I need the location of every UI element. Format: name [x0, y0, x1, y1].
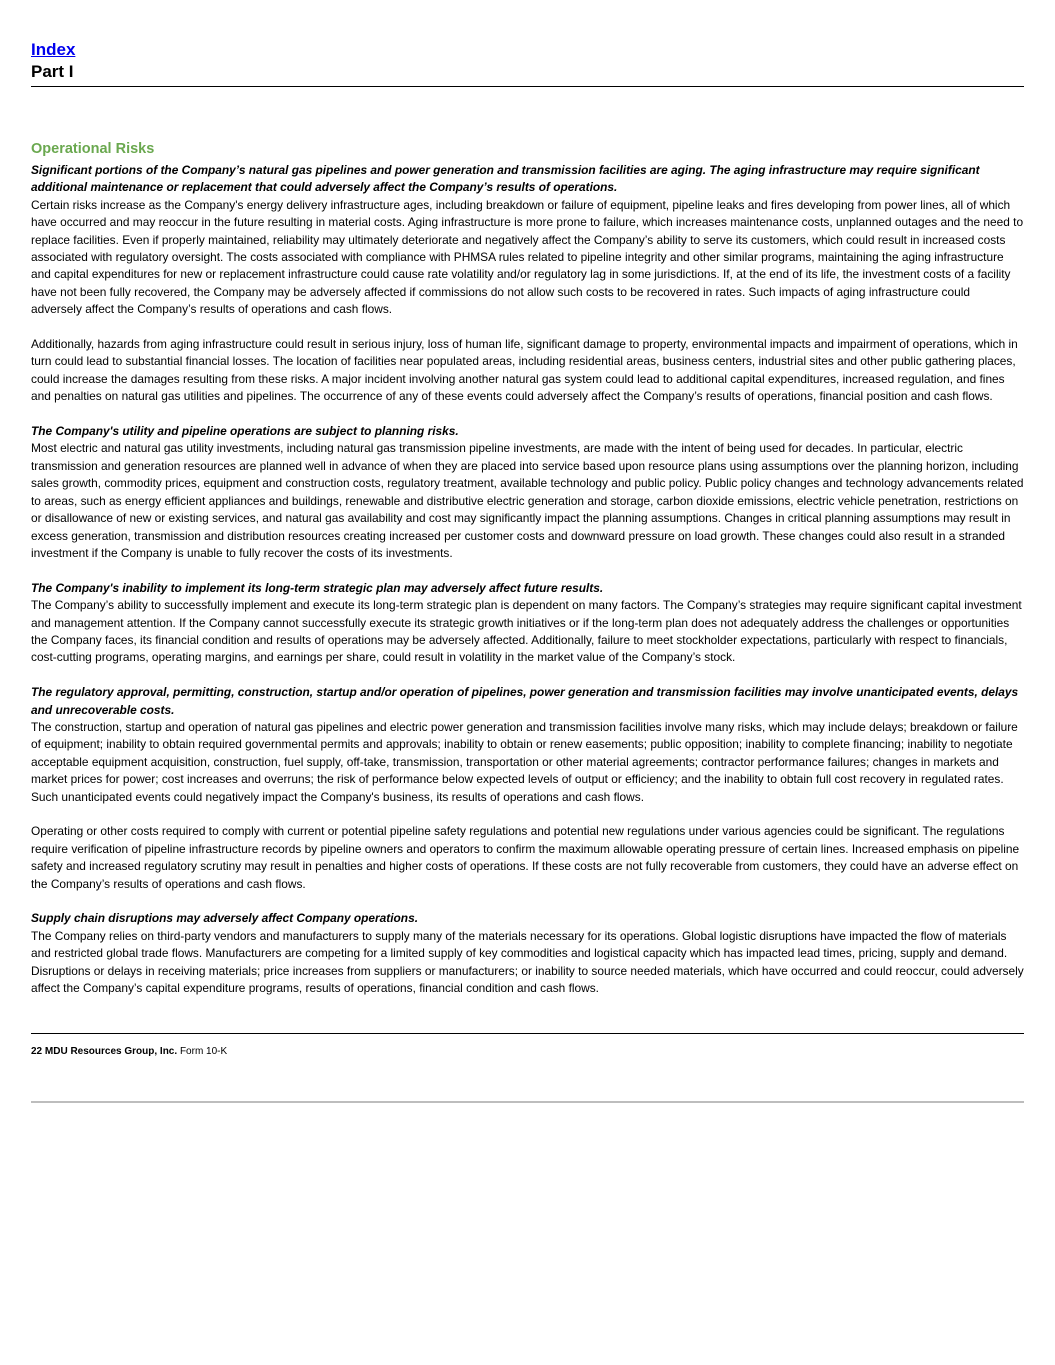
footer-form: Form 10-K [179, 1046, 228, 1057]
risk-heading: The Company's utility and pipeline operations are subject to planning risks. [31, 424, 459, 439]
section-title: Operational Risks [31, 141, 155, 157]
footer-divider [31, 1033, 1024, 1034]
part-label: Part I [31, 62, 74, 81]
risk-paragraph: Operating or other costs required to comply with current or potential pipeline safety regulations and potential new regulations under various agencies could be significant. The regulations require verification of pipeline infrastructure records by pipeline owners and operators to confirm the maximum allowable operating pressure of certain lines. Increased emphasis on pipeline safety and increased regulatory scrutiny may result in penalties and higher costs of operations. If these costs are not fully recoverable from customers, they could have an adverse effect on the Company’s results of operations and cash flows. [31, 824, 1020, 891]
index-link[interactable]: Index [31, 40, 76, 59]
header-divider [31, 86, 1024, 87]
risk-paragraph: Certain risks increase as the Company's energy delivery infrastructure ages, including breakdown or failure of equipment, pipeline leaks and fires developing from power lines, all of which have occurred and may reoccur in the future resulting in material costs. Aging infrastructure is more prone to failure, which increases maintenance costs, unplanned outages and the need to replace facilities. Even if properly maintained, reliability may ultimately deteriorate and negatively affect the Company’s ability to serve its customers, which could result in increased costs associated with regulatory oversight. The costs associated with compliance with PHMSA rules related to pipeline integrity and other similar programs, maintaining the aging infrastructure and capital expenditures for new or replacement infrastructure could cause rate volatility and/or regulatory lag in some jurisdictions. If, at the end of its life, the investment costs of a facility have not been fully recovered, the Company may be adversely affected if commissions do not allow such costs to be recovered in rates. Such impacts of aging infrastructure could adversely affect the Company’s results of operations and cash flows. [31, 197, 1024, 317]
risk-paragraph: The construction, startup and operation of natural gas pipelines and electric power generation and transmission facilities involve many risks, which may include delays; breakdown or failure of equipment; inability to obtain required governmental permits and approvals; inability to obtain or renew easements; public opposition; inability to complete financing; inability to negotiate acceptable equipment acquisition, construction, fuel supply, off-take, transmission, transportation or other material agreements; contractor performance failures; changes in markets and market prices for power; cost increases and overruns; the risk of performance below expected levels of output or efficiency; and the inability to obtain full cost recovery in regulated rates. Such unanticipated events could negatively impact the Company's business, its results of operations and cash flows. [31, 719, 1018, 804]
risk-paragraph: Additionally, hazards from aging infrastructure could result in serious injury, loss of human life, significant damage to property, environmental impacts and impairment of operations, which in turn could lead to substantial financial losses. The location of facilities near populated areas, including residential areas, business centers, industrial sites and other public gathering places, could increase the damages resulting from these risks. A major incident involving another natural gas system could lead to additional capital expenditures, increased regulation, and fines and penalties on natural gas utilities and pipelines. The occurrence of any of these events could adversely affect the Company’s results of operations, financial position and cash flows. [31, 337, 1018, 404]
risk-heading: Significant portions of the Company’s natural gas pipelines and power generation and transmission facilities are aging. The aging infrastructure may require significant additional maintenance or replacement that could adversely affect the Company’s results of operations. [31, 163, 980, 195]
risk-paragraph: Most electric and natural gas utility investments, including natural gas transmission pipeline investments, are made with the intent of being used for decades. In particular, electric transmission and generation resources are planned well in advance of when they are placed into service based upon resource plans using assumptions over the planning horizon, including sales growth, commodity prices, equipment and construction costs, regulatory treatment, available technology and public policy. Public policy changes and technology advancements related to areas, such as energy efficient appliances and buildings, renewable and distributive electric generation and storage, carbon dioxide emissions, electric vehicle penetration, restrictions on or disallowance of new or existing services, and natural gas availability and cost may significantly impact the planning assumptions. Changes in critical planning assumptions may result in excess generation, transmission and distribution resources creating increased per customer costs and downward pressure on load growth. These changes could also result in a stranded investment if the Company is unable to fully recover the costs of its investments. [31, 441, 1024, 560]
risk-paragraph: The Company relies on third-party vendors and manufacturers to supply many of the materials necessary for its operations. Global logistic disruptions have impacted the flow of materials and restricted global trade flows. Manufacturers are competing for a limited supply of key commodities and logistical capacity which has impacted lead times, pricing, supply and demand. Disruptions or delays in receiving materials; price increases from suppliers or manufacturers; or inability to source needed materials, which have occurred and could reoccur, could adversely affect the Company’s capital expenditure programs, results of operations, financial condition and cash flows. [31, 928, 1024, 995]
page-separator [31, 1101, 1024, 1103]
risk-heading: The Company's inability to implement its long-term strategic plan may adversely affect future results. [31, 580, 604, 595]
risk-paragraph: The Company’s ability to successfully implement and execute its long-term strategic plan is dependent on many factors. The Company’s strategies may require significant capital investment and management attention. If the Company cannot successfully execute its strategic growth initiatives or if the long-term plan does not adequately address the challenges or opportunities the Company faces, its financial condition and results of operations may be adversely affected. Additionally, failure to meet stockholder expectations, particularly with respect to financials, cost-cutting programs, operating margins, and earnings per share, could result in volatility in the market value of the Company’s stock. [31, 598, 1022, 665]
footer-page-company: 22 MDU Resources Group, Inc. [31, 1046, 178, 1057]
page-footer [31, 1046, 227, 1058]
risk-content [31, 162, 1024, 997]
risk-heading: The regulatory approval, permitting, construction, startup and/or operation of pipelines, power generation and transmission facilities may involve unanticipated events, delays and unrecoverable costs. [31, 685, 1019, 717]
risk-heading: Supply chain disruptions may adversely affect Company operations. [31, 911, 418, 926]
